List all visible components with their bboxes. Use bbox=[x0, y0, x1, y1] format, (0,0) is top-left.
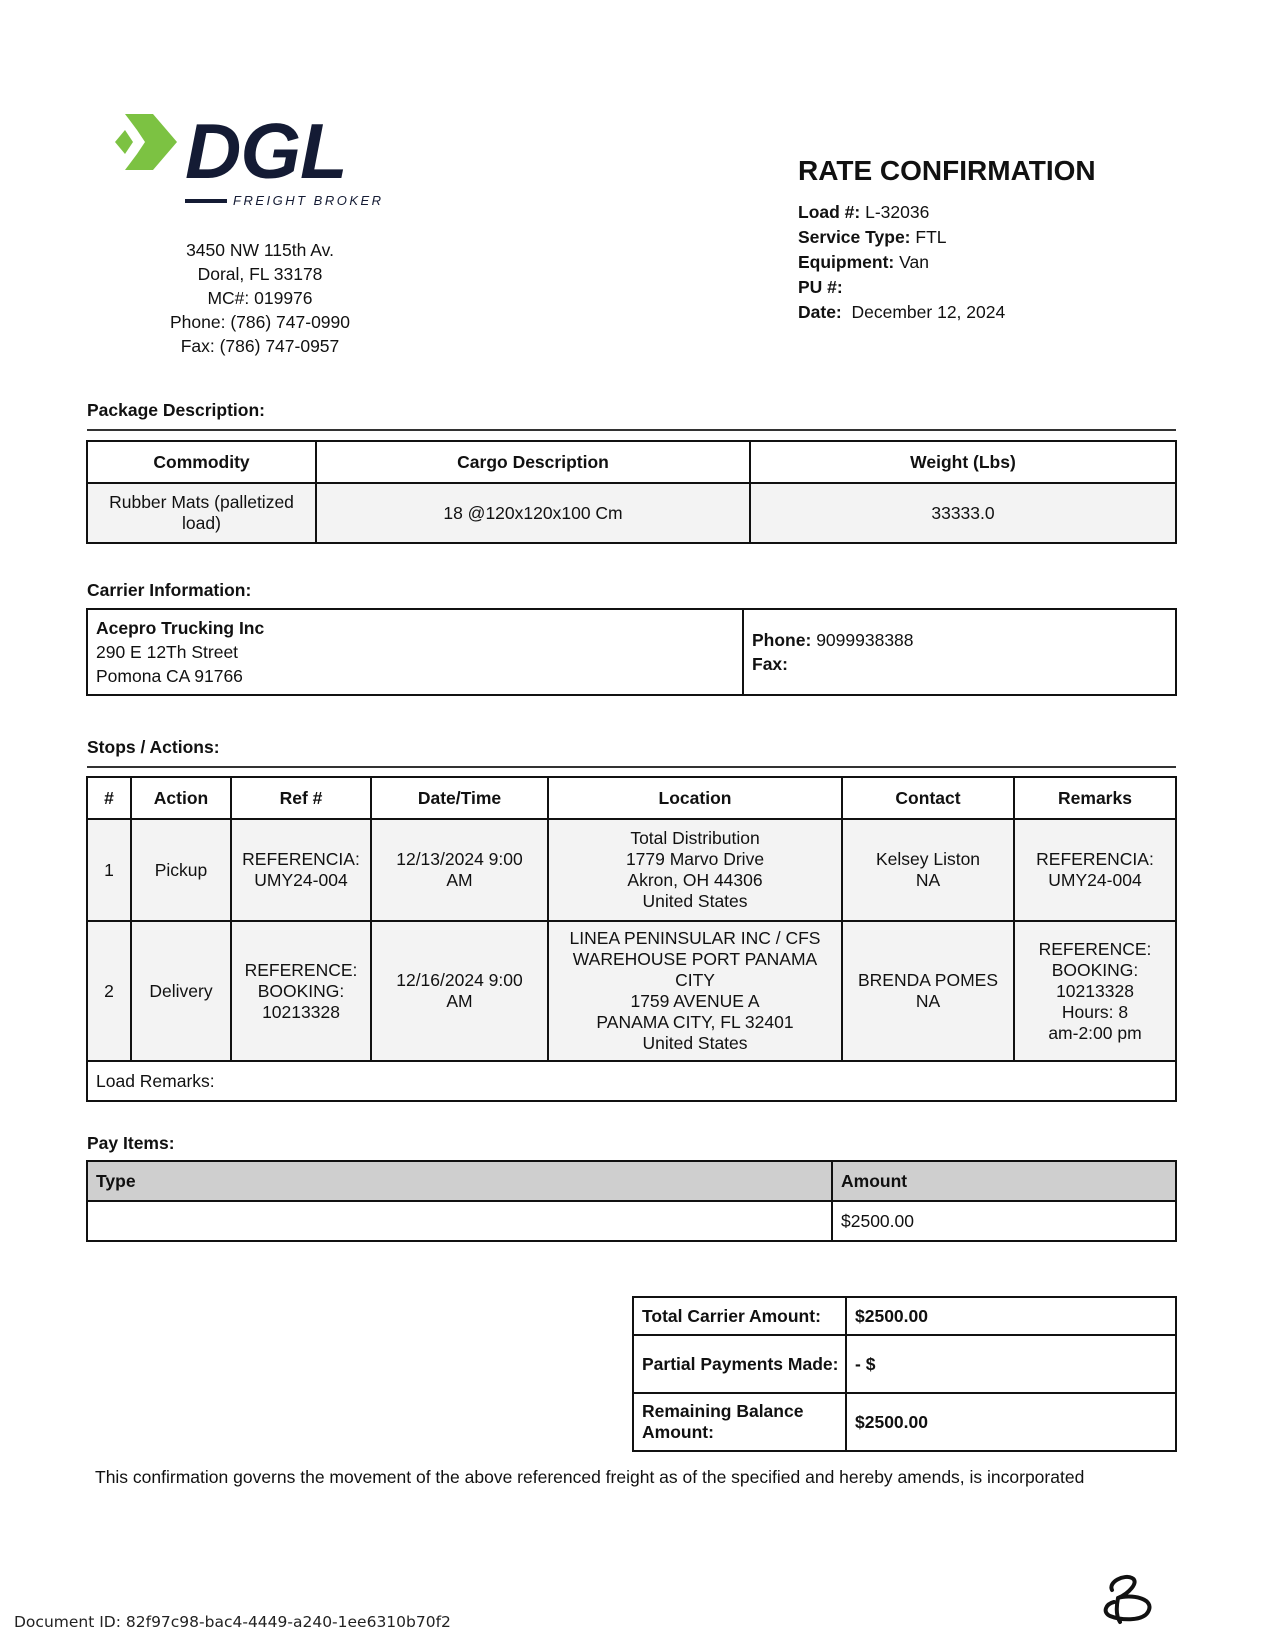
commodity-cell: Rubber Mats (palletized load) bbox=[87, 483, 316, 543]
col-contact: Contact bbox=[842, 777, 1014, 819]
package-divider bbox=[87, 429, 1176, 431]
col-type: Type bbox=[87, 1161, 832, 1201]
logo-tagline: FREIGHT BROKER bbox=[233, 193, 384, 208]
stops-section-label: Stops / Actions: bbox=[87, 737, 220, 757]
col-ref: Ref # bbox=[231, 777, 371, 819]
pay-type-cell bbox=[87, 1201, 832, 1241]
confirmation-terms: This confirmation governs the movement of the above referenced freight as of the specified and hereby amends, is incorporated bbox=[95, 1467, 1085, 1487]
document-id: Document ID: 82f97c98-bac4-4449-a240-1ee6310b70f2 bbox=[14, 1613, 451, 1631]
company-mc: MC#: 019976 bbox=[207, 288, 313, 308]
stop-remarks: REFERENCE: BOOKING: 10213328 Hours: 8 am-2:00 pm bbox=[1014, 921, 1176, 1061]
stops-divider bbox=[87, 766, 1176, 768]
pay-amount-cell: $2500.00 bbox=[832, 1201, 1176, 1241]
pay-section-label: Pay Items: bbox=[87, 1133, 175, 1153]
table-row bbox=[87, 483, 1176, 543]
total-carrier-value: $2500.00 bbox=[846, 1297, 1176, 1335]
equipment: Equipment: Van bbox=[798, 252, 929, 272]
weight-cell: 33333.0 bbox=[750, 483, 1176, 543]
col-datetime: Date/Time bbox=[371, 777, 548, 819]
dgl-logo bbox=[115, 107, 395, 212]
stops-table bbox=[86, 776, 1177, 1102]
company-phone: Phone: (786) 747-0990 bbox=[170, 312, 350, 332]
col-amount: Amount bbox=[832, 1161, 1176, 1201]
col-number: # bbox=[87, 777, 131, 819]
totals-table bbox=[632, 1296, 1177, 1452]
date: Date: December 12, 2024 bbox=[798, 302, 1006, 322]
company-address bbox=[140, 238, 380, 358]
partial-payments-value: - $ bbox=[846, 1335, 1176, 1393]
partial-payments-label: Partial Payments Made: bbox=[633, 1335, 846, 1393]
stop-action: Delivery bbox=[131, 921, 231, 1061]
col-cargo-description: Cargo Description bbox=[316, 441, 750, 483]
carrier-fax: Fax: bbox=[752, 654, 788, 674]
pu-number: PU #: bbox=[798, 277, 843, 297]
remaining-balance-value: $2500.00 bbox=[846, 1393, 1176, 1451]
stop-number: 1 bbox=[87, 819, 131, 921]
table-row bbox=[87, 1201, 1176, 1241]
stop-contact: BRENDA POMES NA bbox=[842, 921, 1014, 1061]
company-fax: Fax: (786) 747-0957 bbox=[180, 336, 340, 356]
col-weight: Weight (Lbs) bbox=[750, 441, 1176, 483]
load-remarks: Load Remarks: bbox=[87, 1061, 1176, 1101]
page-title: RATE CONFIRMATION bbox=[798, 155, 1096, 186]
logo-mark-icon bbox=[115, 112, 179, 174]
stop-number: 2 bbox=[87, 921, 131, 1061]
logo-underline bbox=[185, 199, 227, 203]
col-action: Action bbox=[131, 777, 231, 819]
company-address-line2: Doral, FL 33178 bbox=[197, 264, 323, 284]
carrier-phone: Phone: 9099938388 bbox=[752, 630, 914, 650]
table-row bbox=[87, 819, 1176, 921]
carrier-name: Acepro Trucking Inc bbox=[96, 618, 265, 638]
signature-initial-icon bbox=[1098, 1568, 1170, 1628]
load-number: Load #: L-32036 bbox=[798, 202, 930, 222]
stop-ref: REFERENCE: BOOKING: 10213328 bbox=[231, 921, 371, 1061]
stop-location: LINEA PENINSULAR INC / CFS WAREHOUSE PORT PANAMA CITY 1759 AVENUE A PANAMA CITY, FL 32401 United States bbox=[548, 921, 842, 1061]
carrier-section-label: Carrier Information: bbox=[87, 580, 252, 600]
carrier-city: Pomona CA 91766 bbox=[96, 666, 243, 686]
stop-action: Pickup bbox=[131, 819, 231, 921]
carrier-street: 290 E 12Th Street bbox=[96, 642, 239, 662]
table-row bbox=[87, 921, 1176, 1061]
carrier-contact-cell bbox=[743, 609, 1176, 695]
package-table bbox=[86, 440, 1177, 544]
stop-ref: REFERENCIA: UMY24-004 bbox=[231, 819, 371, 921]
col-location: Location bbox=[548, 777, 842, 819]
col-remarks: Remarks bbox=[1014, 777, 1176, 819]
stop-datetime: 12/16/2024 9:00 AM bbox=[371, 921, 548, 1061]
total-carrier-label: Total Carrier Amount: bbox=[633, 1297, 846, 1335]
package-section-label: Package Description: bbox=[87, 400, 265, 420]
stop-datetime: 12/13/2024 9:00 AM bbox=[371, 819, 548, 921]
load-meta bbox=[798, 200, 1005, 325]
remaining-balance-label: Remaining Balance Amount: bbox=[633, 1393, 846, 1451]
carrier-address-cell bbox=[87, 609, 743, 695]
col-commodity: Commodity bbox=[87, 441, 316, 483]
stop-remarks: REFERENCIA: UMY24-004 bbox=[1014, 819, 1176, 921]
stop-contact: Kelsey Liston NA bbox=[842, 819, 1014, 921]
pay-table bbox=[86, 1160, 1177, 1242]
service-type: Service Type: FTL bbox=[798, 227, 947, 247]
logo-wordmark: DGL bbox=[185, 107, 347, 195]
company-address-line1: 3450 NW 115th Av. bbox=[186, 240, 334, 260]
cargo-description-cell: 18 @120x120x100 Cm bbox=[316, 483, 750, 543]
stop-location: Total Distribution 1779 Marvo Drive Akron, OH 44306 United States bbox=[548, 819, 842, 921]
carrier-table bbox=[86, 608, 1177, 696]
